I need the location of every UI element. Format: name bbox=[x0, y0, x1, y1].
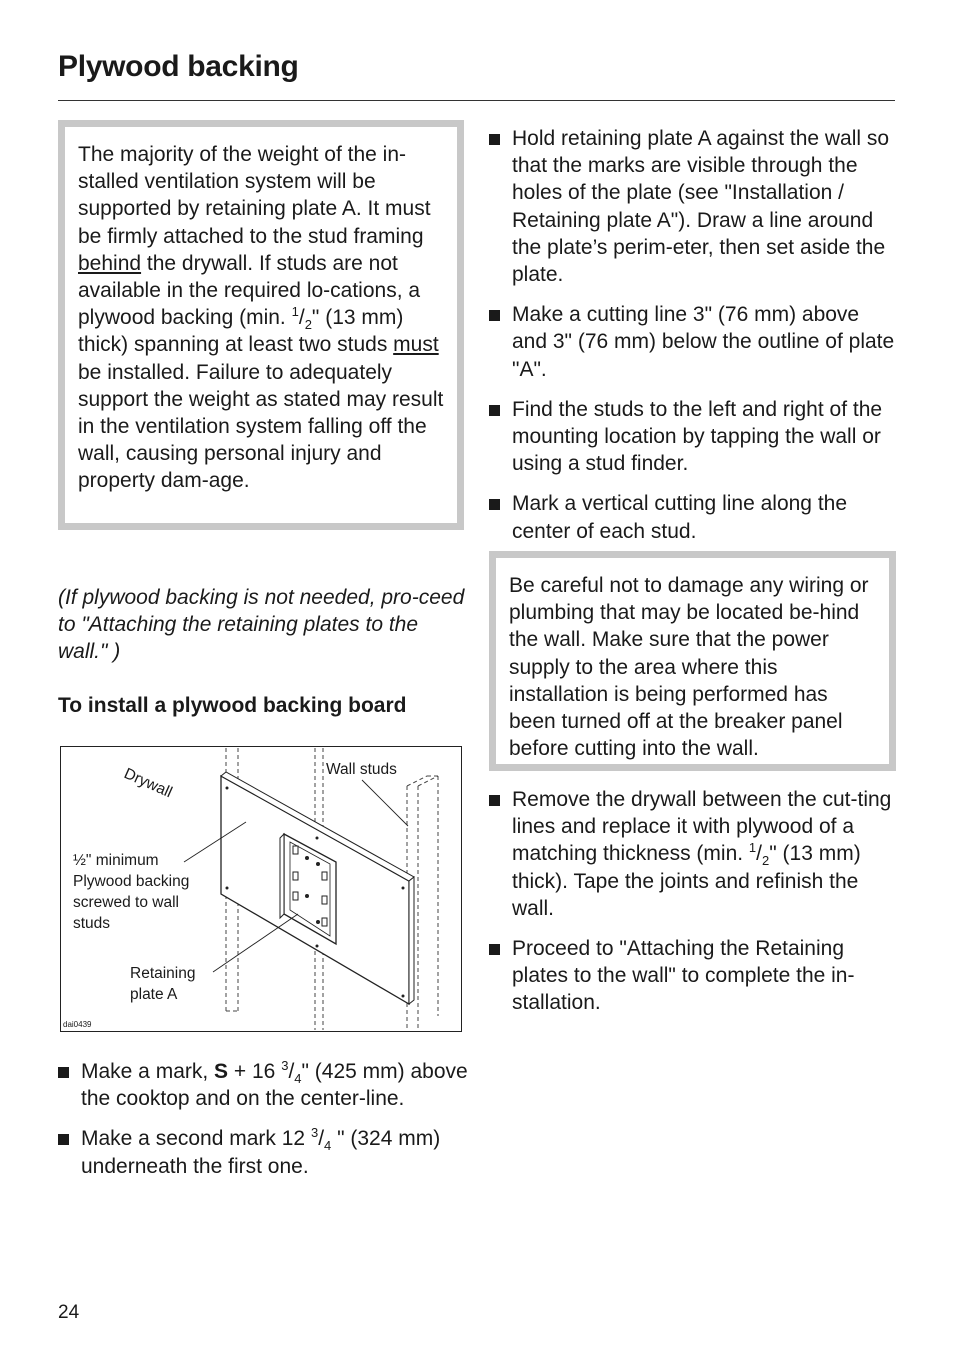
label-plate-1: Retaining bbox=[130, 965, 196, 982]
fraction-slash: / bbox=[318, 1127, 325, 1151]
label-plywood-2: Plywood backing bbox=[73, 873, 190, 890]
list-item bbox=[489, 396, 899, 478]
right-steps-list-1 bbox=[489, 125, 899, 558]
page-title: Plywood backing bbox=[58, 50, 299, 83]
figure-code: dai0439 bbox=[63, 1020, 92, 1029]
list-item bbox=[489, 301, 899, 383]
step-text: " (425 mm) above the cooktop and on the center-line. bbox=[81, 1060, 468, 1111]
warning-text-part: the drywall. If studs are not available in the required lo-cations, a plywood backing (min. bbox=[78, 251, 421, 330]
fraction-slash: / bbox=[298, 306, 305, 330]
step-text: Make a second mark 12 bbox=[81, 1127, 311, 1151]
warning-text-part: The majority of the weight of the in-stalled ventilation system will be supported by retaining plate A. It must be firmly attached to the stud framing bbox=[78, 143, 431, 248]
wiring-warning-text: Be careful not to damage any wiring or plumbing that may be located be-hind the wall. Make sure that the power supply to the area where this installation is being performed has been turned off at the breaker panel before cutting into the wall. bbox=[509, 574, 869, 761]
bullet-square-icon bbox=[489, 134, 500, 145]
warning-emphasis-behind: behind bbox=[78, 251, 142, 275]
list-item bbox=[489, 935, 899, 1017]
fraction-numerator: 3 bbox=[281, 1058, 289, 1073]
bullet-square-icon bbox=[489, 405, 500, 416]
step-text: Make a mark, bbox=[81, 1060, 215, 1083]
step-text: Proceed to "Attaching the Retaining plates to the wall" to complete the in-stallation. bbox=[512, 937, 855, 1015]
italic-note: (If plywood backing is not needed, pro-ceed to "Attaching the retaining plates to the wall." ) bbox=[58, 586, 465, 664]
step-text: Find the studs to the left and right of the mounting location by tapping the wall or using a stud finder. bbox=[512, 397, 883, 476]
label-plywood-3: screwed to wall bbox=[73, 894, 179, 911]
step-bold-s: S bbox=[214, 1060, 229, 1083]
warning-emphasis-must: must bbox=[393, 333, 439, 357]
fraction-numerator: 3 bbox=[310, 1125, 319, 1141]
plywood-edge-right bbox=[409, 877, 414, 1004]
label-plywood-1: ½" minimum bbox=[73, 852, 159, 869]
label-wall-studs: Wall studs bbox=[326, 761, 397, 778]
page-number: 24 bbox=[58, 1302, 80, 1323]
left-steps-list bbox=[58, 1058, 468, 1193]
label-plate-2: plate A bbox=[130, 986, 178, 1003]
warning-text-part: " (13 mm) thick) spanning at least two studs bbox=[78, 306, 404, 357]
step-text: Mark a vertical cutting line along the center of each stud. bbox=[512, 492, 848, 543]
step-text: Remove the drywall between the cut-ting lines and replace it with plywood of a matching thickness (min. bbox=[512, 788, 892, 866]
step-text: Hold retaining plate A against the wall so that the marks are visible through the holes of the plate (see "Installation / Retaining plate A"). Draw a line around the plate’s perim-eter, then set aside the plate. bbox=[512, 127, 890, 287]
fraction-numerator: 1 bbox=[748, 840, 757, 856]
wiring-warning-box bbox=[489, 551, 896, 771]
warning-text-part: be installed. Failure to adequately support the weight as stated may result in the ventilation system falling off the wall, causing personal injury and property dam-age. bbox=[78, 360, 444, 493]
list-item bbox=[58, 1125, 468, 1179]
label-drywall: Drywall bbox=[121, 765, 175, 802]
fraction-denominator: 2 bbox=[762, 853, 770, 869]
bullet-square-icon bbox=[489, 795, 500, 806]
plywood-backing-illustration bbox=[60, 746, 462, 1032]
weight-warning-box bbox=[58, 120, 464, 530]
step-text: " (13 mm) thick). Tape the joints and refinish the wall. bbox=[512, 842, 861, 920]
right-steps-list-2 bbox=[489, 786, 899, 1030]
fraction-denominator: 4 bbox=[294, 1071, 302, 1087]
section-subheading: To install a plywood backing board bbox=[58, 694, 407, 717]
fraction-numerator: 1 bbox=[291, 304, 299, 320]
list-item bbox=[489, 786, 899, 922]
fraction-slash: / bbox=[756, 842, 762, 866]
fraction-slash: / bbox=[288, 1060, 295, 1083]
bullet-square-icon bbox=[58, 1134, 69, 1145]
list-item bbox=[58, 1058, 468, 1112]
bullet-square-icon bbox=[489, 310, 500, 321]
fraction-denominator: 4 bbox=[324, 1138, 332, 1154]
step-text: + 16 bbox=[228, 1060, 282, 1083]
bullet-square-icon bbox=[489, 499, 500, 510]
bullet-square-icon bbox=[489, 944, 500, 955]
step-text: Make a cutting line 3" (76 mm) above and 3" (76 mm) below the outline of plate "A". bbox=[512, 303, 895, 381]
list-item bbox=[489, 490, 899, 544]
bullet-square-icon bbox=[58, 1067, 69, 1078]
label-plywood-4: studs bbox=[73, 915, 111, 932]
fraction-denominator: 2 bbox=[304, 317, 312, 333]
list-item bbox=[489, 125, 899, 288]
title-divider bbox=[58, 100, 895, 101]
step-text: " (324 mm) underneath the first one. bbox=[81, 1127, 441, 1178]
weight-warning-text bbox=[78, 141, 445, 495]
